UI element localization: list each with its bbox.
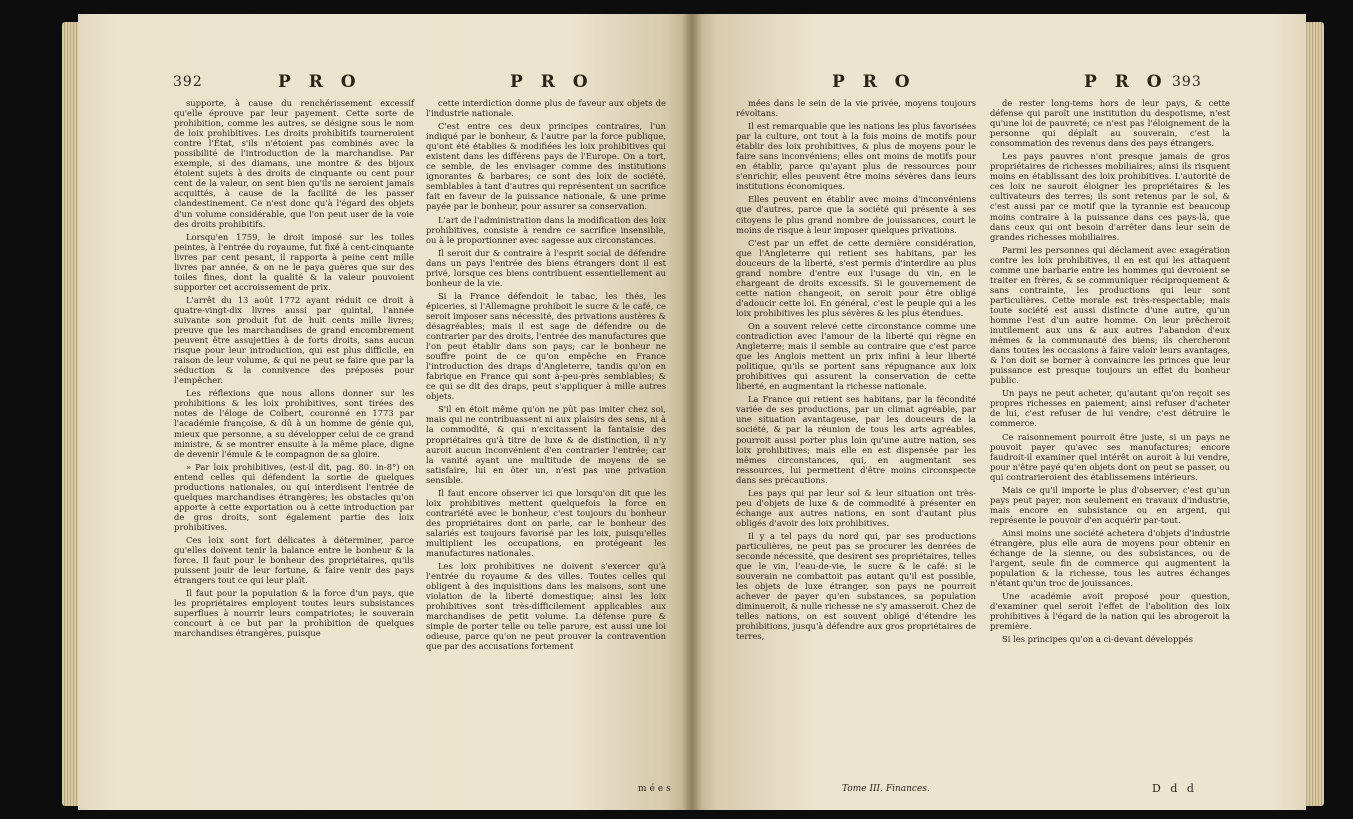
paragraph: Ce raisonnement pourroit être juste, si un pays ne pouvoit payer qu'avec ses manufactures; encore faudroit-il examiner quel intérêt on auroit à lui vendre, pour n'être payé qu'en objets dont on peut se passer, ou qui contrarieroient des établissemens intérieurs. xyxy=(990,431,1230,482)
paragraph: L'arrêt du 13 août 1772 ayant réduit ce droit à quatre-vingt-dix livres aussi par quintal, l'année suivante son produit fut de huit cents mille livres; preuve que les marchandises de grand encombrement peuvent être assujetties à de forts droits, sans aucun risque pour leur introduction, qui est plus difficile, en raison de leur volume, & qui ne peut se faire que par la séduction & la connivence des préposés pour l'empêcher. xyxy=(174,294,414,386)
paragraph: supporte, à cause du renchérissement excessif qu'elle éprouve par leur payement. Cette sorte de prohibition, comme les autres, se désigne sous le nom de loix prohibitives. Les droits prohibitifs tourneroient contre l'État, s'ils n'étoient pas combinés avec la possibilité de l'introduction de la marchandise. Par exemple, si des diamans, une montre & des bijoux étoient sujets à des droits de cinquante ou cent pour cent de la valeur, on sent bien qu'ils ne seroient jamais acquittés, à cause de la facilité de les passer clandestinement. Ce n'est donc qu'à l'égard des objets d'un volume considérable, que l'on peut user de la voie des droits prohibitifs. xyxy=(174,98,414,229)
paragraph: mées dans le sein de la vie privée, moyens toujours révoltans. xyxy=(736,98,976,119)
left-page xyxy=(78,14,692,810)
left-page-header xyxy=(78,72,692,96)
paragraph: On a souvent relevé cette circonstance comme une contradiction avec l'amour de la liberté qui règne en Angleterre; mais il semble au contraire que c'est parce que les Anglois mettent un prix infini à leur liberté politique, qu'ils se portent sans répugnance aux loix prohibitives qui assurent la conservation de cette liberté, en augmentant la richesse nationale. xyxy=(736,320,976,392)
paragraph: Il faut pour la population & la force d'un pays, que les propriétaires employent toutes leurs subsistances superflues à nourrir leurs compatriotes; le souverain concourt à ce but par la prohibition de quelques marchandises étrangères, puisque xyxy=(174,588,414,639)
paragraph: Parmi les personnes qui déclament avec exagération contre les loix prohibitives, il en est qui les attaquent comme une barbarie entre les hommes qui devroient se traiter en frères, & se communiquer réciproquement & sans contrainte, les productions qui leur sont particulières. Cette morale est très-respectable; mais toute société est aussi distincte d'une autre, qu'un homme l'est d'un autre homme. On leur prêcheroit inutilement aux uns & aux autres l'abandon d'eux mêmes & la communauté des biens; ils chercheront dans toutes les occasions à faire valoir leurs avantages, & l'on doit se borner à convaincre les princes que leur puissance est presque toujours un effet du bonheur public. xyxy=(990,244,1230,386)
right-page xyxy=(692,14,1306,810)
paragraph: Il y a tel pays du nord qui, par ses productions particulières, ne peut pas se procurer les denrées de seconde nécessité, que desirent ses propriétaires, telles que le vin, l'eau-de-vie, le sucre & le café: si le souverain ne combattoit pas autant qu'il est possible, les objets de luxe étranger, son pays ne pourroit achever de payer qu'en substances, sa population diminueroit, & nulle richesse ne s'y amasseroit. Chez de telles nations, on est souvent obligé d'étendre les prohibitions, jusqu'à défendre aux gros propriétaires de terres, xyxy=(736,530,976,642)
paragraph: Si la France défendoit le tabac, les thés, les épiceries, si l'Allemagne prohiboit le sucre & le café, ce seroit imposer sans nécessité, des privations austères & désagréables; mais il est sage de défendre ou de contrarier par des droits, l'entrée des manufactures que l'on peut établir dans son pays; car le bonheur ne souffre point de ce qu'on empêche en France l'introduction des draps d'Angleterre, tandis qu'on en fabrique en France qui sont à-peu-près semblables; & ce qui se dit des draps, peut s'appliquer à mille autres objets. xyxy=(426,290,666,402)
running-head-right-b: P R O xyxy=(1084,72,1168,92)
page-edges-right xyxy=(1304,22,1324,806)
signature-mark: D d d xyxy=(1152,782,1197,795)
paragraph: Les pays pauvres n'ont presque jamais de gros propriétaires de richesses mobiliaires; ainsi ils risquent moins en établissant des loix prohibitives. L'autorité de ces loix ne sauroit éloigner les propriétaires & les cultivateurs des terres; ils sont retenus par le sol, & c'est aussi par ce motif que la tyrannie est beaucoup moins contraire à la puissance dans ces pays-là, que dans ceux qui ont besoin d'arrêter dans leur sein de grandes richesses mobiliaires. xyxy=(990,151,1230,242)
paragraph: Une académie avoit proposé pour question, d'examiner quel seroit l'effet de l'abolition des loix prohibitives à l'égard de la nation qui les abrogeroit la première. xyxy=(990,591,1230,632)
paragraph: Les pays qui par leur sol & leur situation ont très-peu d'objets de luxe & de commodité à présenter en échange aux autres nations, en sont d'autant plus obligés d'avoir des loix prohibitives. xyxy=(736,487,976,528)
right-page-column-1 xyxy=(736,98,976,644)
right-page-header xyxy=(692,72,1306,96)
right-page-column-2 xyxy=(990,98,1230,647)
paragraph: Ainsi moins une société achetera d'objets d'industrie étrangère, plus elle aura de moyens pour obtenir en échange de la sienne, ou des subsistances, ou de l'argent, seule fin de commerce qui augmentent la population & la richesse, tous les autres échanges n'étant qu'un troc de jouissances. xyxy=(990,527,1230,589)
page-number-right: 393 xyxy=(1172,74,1202,90)
paragraph: cette interdiction donne plus de faveur aux objets de l'industrie nationale. xyxy=(426,98,666,119)
paragraph: » Par loix prohibitives, (est-il dit, pag. 80. in-8°) on entend celles qui défendent la sortie de quelques productions nationales, ou qui interdisent l'entrée de quelques marchandises étrangères; les obstacles qu'on apporte à cette exportation ou à cette introduction par de gros droits, sont également partie des loix prohibitives. xyxy=(174,461,414,532)
paragraph: Lorsqu'en 1759, le droit imposé sur les toiles peintes, à l'entrée du royaume, fut fixé à cent-cinquante livres par cent pesant, il rapporta à peine cent mille livres par année, & on ne le paya guères que sur des toiles fines, dont la qualité & la valeur pouvoient supporter cet accroissement de prix. xyxy=(174,231,414,292)
paragraph: Elles peuvent en établir avec moins d'inconvéniens que d'autres, parce que la société qui présente à ses citoyens le plus grand nombre de jouissances, court le moins de risque à leur imposer quelques privations. xyxy=(736,194,976,235)
book-gutter xyxy=(682,14,702,810)
paragraph: Si les principes qu'on a ci-devant développés xyxy=(1002,634,1193,645)
paragraph: Il seroit dur & contraire à l'esprit social de défendre dans un pays l'entrée des biens étrangers dont il est privé, lorsque ces biens contribuent essentiellement au bonheur de la vie. xyxy=(426,247,666,288)
open-book xyxy=(78,14,1306,810)
running-head-right-a: P R O xyxy=(832,72,916,92)
paragraph: de rester long-tems hors de leur pays, & cette défense qui paroît une institution du despotisme, n'est qu'une loi de pauvreté; ce n'est pas l'éloignement de la personne qui déplaît au souverain, c'est la consommation des revenus dans des pays étrangers. xyxy=(990,98,1230,149)
paragraph: Les réflexions que nous allons donner sur les prohibitions & les loix prohibitives, sont tirées des notes de l'éloge de Colbert, couronné en 1773 par l'académie françoise, & dû à un homme de génie qui, mieux que personne, a su développer celui de ce grand ministre, & se montrer ensuite à la même place, digne de devenir l'émule & le compagnon de sa gloire. xyxy=(174,388,414,459)
paragraph: L'art de l'administration dans la modification des loix prohibitives, consiste à rendre ce sacrifice insensible, ou à le proportionner avec sagesse aux circonstances. xyxy=(426,214,666,245)
left-page-column-1 xyxy=(174,98,414,641)
paragraph: Il faut encore observer ici que lorsqu'on dit que les loix prohibitives mettent quelquefois la force en contrariété avec le bonheur, c'est toujours du bonheur des propriétaires dont on parle, car le bonheur des salariés est toujours favorisé par les loix, puisqu'elles multiplient les occupations, en protégeant les manufactures nationales. xyxy=(426,487,666,559)
paragraph: C'est entre ces deux principes contraires, l'un indiqué par le bonheur, & l'autre par la force publique, qu'ont été établies & modifiées les loix prohibitives qui existent dans les différens pays de l'Europe. On a tort, ce semble, de les envisager comme des institutions ignorantes & barbares; ce sont des loix de société, semblables à tant d'autres qui représentent un sacrifice fait en faveur de la puissance nationale, & une prime payée par le bonheur, pour assurer sa conservation. xyxy=(426,121,666,212)
paragraph: Il est remarquable que les nations les plus favorisées par la culture, ont tout à la fois moins de motifs pour établir des loix prohibitives, & plus de moyens pour le faire sans inconvéniens; elles ont moins de motifs pour en établir, parce qu'ayant plus de ressources pour s'enrichir, elles peuvent être moins sévères dans leurs institutions économiques. xyxy=(736,121,976,192)
paragraph: S'il en étoit même qu'on ne pût pas imiter chez soi, mais qui ne contribuassent ni aux plaisirs des sens, ni à la commodité, & qui n'excitassent la fantaisie des propriétaires qu'à titre de luxe & de distinction, il n'y auroit aucun inconvénient d'en contrarier l'entrée; car la vanité ayant une multitude de moyens de se satisfaire, lui en ôter un, n'est pas une privation sensible. xyxy=(426,404,666,485)
running-head-left-b: P R O xyxy=(510,72,594,92)
volume-footer: Tome III. Finances. xyxy=(842,784,930,794)
paragraph: Un pays ne peut acheter, qu'autant qu'on reçoit ses propres richesses en paiement; ainsi refuser d'acheter de lui, c'est refuser de lui vendre; c'est détruire le commerce. xyxy=(990,388,1230,429)
paragraph: Les loix prohibitives ne doivent s'exercer qu'à l'entrée du royaume & des villes. Toutes celles qui obligent à des inquisitions dans les maisons, sont une violation de la liberté domestique; ainsi les loix prohibitives sont très-difficilement applicables aux marchandises de petit volume. La défense pure & simple de porter telle ou telle parure, est aussi une loi odieuse, parce qu'on ne peut prouver la contravention que par des accusations fortement xyxy=(426,561,666,652)
left-page-column-2 xyxy=(426,98,666,654)
paragraph: Ces loix sont fort délicates à déterminer, parce qu'elles doivent tenir la balance entre le bonheur & la force. Il faut pour le bonheur des propriétaires, qu'ils puissent jouir de leur fortune, & faire venir des pays étrangers tout ce qui leur plaît. xyxy=(174,534,414,586)
paragraph: Mais ce qu'il importe le plus d'observer; c'est qu'un pays peut payer, non seulement en travaux d'industrie, mais encore en subsistance ou en argent, qui représente le pouvoir d'en acquérir par-tout. xyxy=(990,484,1230,525)
catchword: mées xyxy=(638,784,674,794)
paragraph: La France qui retient ses habitans, par la fécondité variée de ses productions, par un climat agréable, par une situation avantageuse, par les douceurs de la société, & par la réunion de tous les arts agréables, pourroit aussi porter plus loin qu'une autre nation, ses loix prohibitives; mais elle en est dispensée par les mêmes circonstances, qui, en augmentant ses ressources, lui permettent d'être moins circonspecte dans ses précautions. xyxy=(736,394,976,485)
paragraph: C'est par un effet de cette dernière considération, que l'Angleterre qui retient ses habitans, par les douceurs de la liberté, s'est permis d'interdire au plus grand nombre d'entre eux l'usage du vin, en le chargeant de droits excessifs. Si le gouvernement de cette nation changeoit, on seroit pour être obligé d'adoucir cette loi. En général, c'est le peuple qui a les loix prohibitives les plus sévères & les plus étendues. xyxy=(736,237,976,318)
page-number-left: 392 xyxy=(173,74,203,90)
running-head-left-a: P R O xyxy=(278,72,362,92)
